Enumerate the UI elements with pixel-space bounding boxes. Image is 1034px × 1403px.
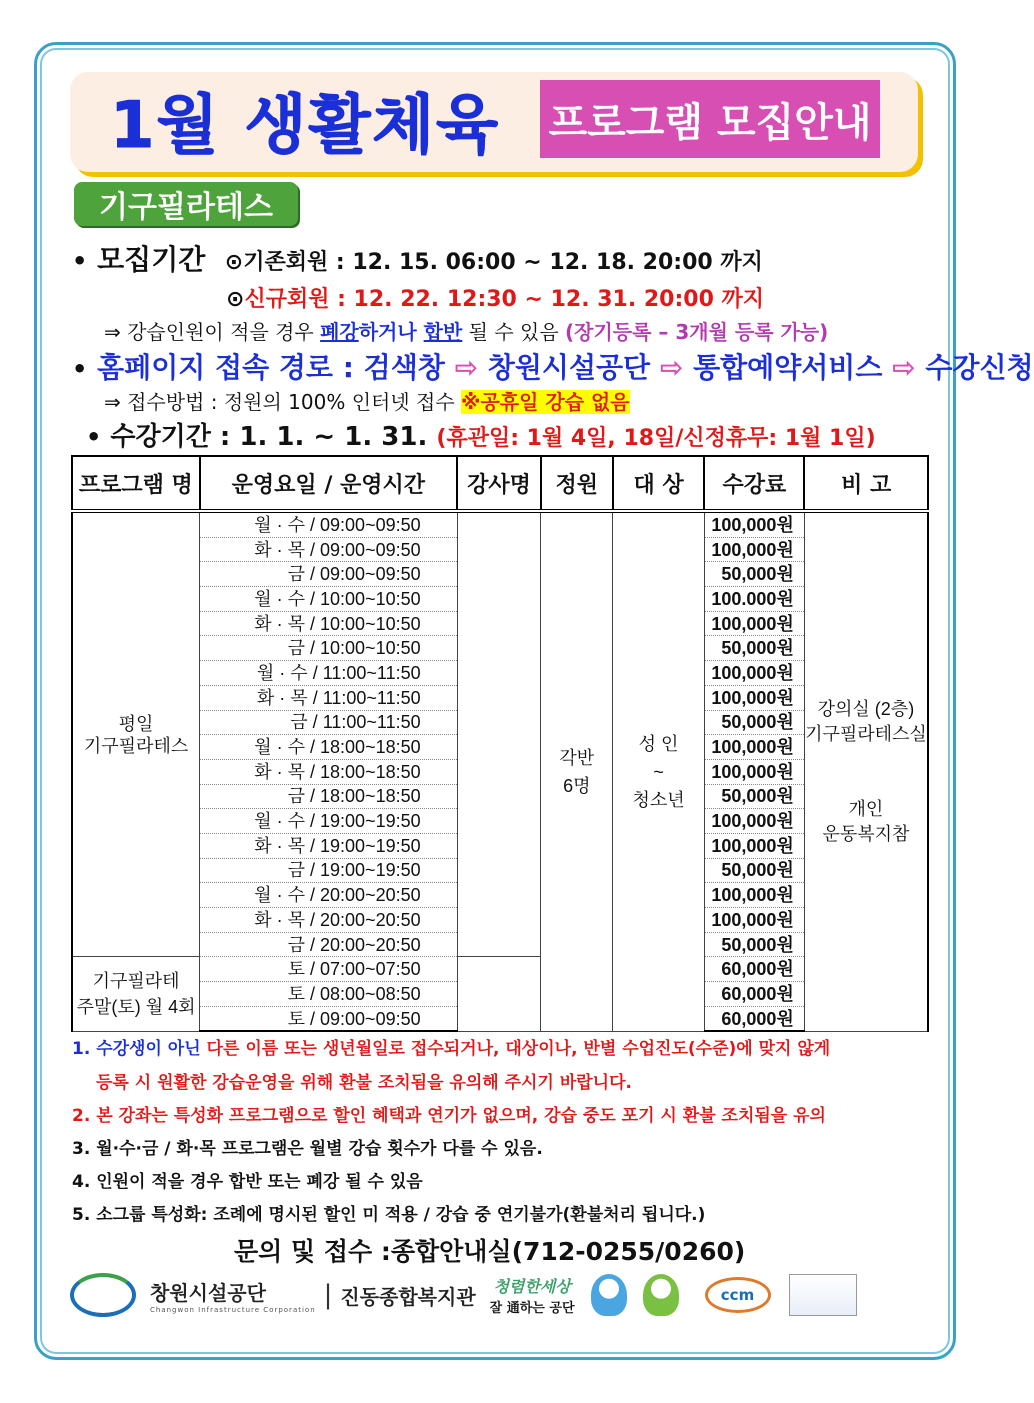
schedule-cell: 월 · 수 / 10:00~10:50 [200,587,458,612]
bullet-icon: • [72,355,88,383]
course-period: 수강기간 : 1. 1. ~ 1. 31. [110,422,437,452]
existing-member-period: 기존회원 : 12. 15. 06:00 ~ 12. 18. 20:00 까지 [243,250,763,275]
slogan-title: 청렴한세상 [493,1277,571,1296]
target-cell [613,511,705,1031]
program-name-weekend [72,957,200,1032]
capacity-cell [541,511,613,1031]
schedule-cell: 금 / 10:00~10:50 [200,636,458,661]
schedule-cell: 토 / 07:00~07:50 [200,957,458,982]
fee-cell: 100,000원 [704,685,804,710]
note-text: 1. 수강생이 아닌 [72,1039,207,1059]
schedule-cell: 금 / 20:00~20:50 [200,932,458,957]
note-text: ⇒ 강습인원이 적을 경우 [104,320,321,344]
note-5: 5. 소그룹 특성화: 조례에 명시된 할인 미 적용 / 강습 중 연기불가(환불처리 됩니다.) [72,1205,706,1225]
fee-cell: 50,000원 [704,858,804,883]
table-header-row [72,456,928,511]
remarks-line: 개인 [848,798,884,819]
target-line: 성 인 [638,733,679,754]
schedule-cell: 월 · 수 / 20:00~20:50 [200,883,458,908]
closed-days: (휴관일: 1월 4일, 18일/신정휴무: 1월 1일) [436,426,876,451]
program-name-line: 주말(토) 월 4회 [76,997,196,1018]
bullet-icon: • [72,247,88,275]
fee-cell: 100,000원 [704,661,804,686]
welfare-center-name: 진동종합복지관 [340,1284,476,1309]
contact-info: 문의 및 접수 :종합안내실(712-0255/0260) [234,1237,746,1266]
schedule-table [71,455,929,1032]
schedule-cell: 토 / 09:00~09:50 [200,1006,458,1031]
mascot-blue-icon [591,1274,627,1316]
new-member-line [226,282,764,313]
fee-cell: 50,000원 [704,932,804,957]
corporation-name [150,1277,316,1314]
table-row [72,511,928,537]
program-name-line: 기구필라테스 [83,735,189,756]
fee-cell: 100,000원 [704,735,804,760]
note-merge: 합반 [423,320,463,344]
recruit-label: 모집기간 [97,243,206,276]
page-subtitle: 프로그램 모집안내 [540,80,880,158]
corporation-logo-icon [70,1273,136,1317]
holiday-notice: ※공휴일 강습 없음 [461,390,630,414]
note-1-cont: 등록 시 원활한 강습운영을 위해 환불 조치됨을 유의해 주시기 바랍니다. [96,1073,632,1093]
footer-divider: | [323,1280,333,1310]
arrow-right-icon: ⇨ [454,351,479,384]
fee-cell: 100,000원 [704,908,804,933]
recruit-period-line [72,238,763,278]
note-long-term: (장기등록 – 3개월 등록 가능) [565,320,829,344]
slogan [490,1274,575,1316]
step-reservation: 통합예약서비스 [693,351,883,384]
fee-cell: 100,000원 [704,611,804,636]
fee-cell: 50,000원 [704,562,804,587]
remarks-line: 기구필라테스실 [805,723,927,744]
fee-cell: 100,000원 [704,511,804,537]
recruit-note [104,316,828,345]
schedule-cell: 금 / 19:00~19:50 [200,858,458,883]
instructor-cell [457,511,541,957]
header-schedule: 운영요일 / 운영시간 [200,456,458,511]
remarks-cell [804,511,928,1031]
note-3: 3. 월·수·금 / 화·목 프로그램은 월별 강습 횟수가 다를 수 있음. [72,1139,543,1159]
circle-marker-icon: ⊙ [224,250,244,275]
capacity-line: 각반 [559,747,595,768]
mascot-green-icon [643,1274,679,1316]
fee-cell: 100,000원 [704,833,804,858]
fee-cell: 50,000원 [704,784,804,809]
note-1 [72,1034,830,1059]
slogan-sub: 잘 通하는 공단 [489,1301,575,1316]
note-2: 2. 본 강좌는 특성화 프로그램으로 할인 혜택과 연기가 없으며, 강습 중도 포기 시 환불 조치됨을 유의 [72,1106,826,1126]
program-name-line: 기구필라테 [92,971,180,992]
header-capacity: 정원 [541,456,613,511]
arrow-right-icon: ⇨ [659,351,684,384]
footer-logos [70,1270,936,1320]
bullet-icon: • [86,423,102,451]
certificate-icon [789,1274,857,1316]
schedule-cell: 월 · 수 / 18:00~18:50 [200,735,458,760]
step-enroll: 수강신청 [925,351,1034,384]
page-title: 1월 생활체육 [110,89,500,163]
step-corporation: 창원시설공단 [487,351,651,384]
instructor-cell [457,957,541,1032]
remarks-line: 운동복지참 [822,823,910,844]
schedule-cell: 화 · 목 / 19:00~19:50 [200,833,458,858]
target-line: ~ [653,761,664,782]
new-member-period: 신규회원 : 12. 22. 12:30 ~ 12. 31. 20:00 까지 [244,287,765,312]
fee-cell: 100,000원 [704,537,804,562]
schedule-cell: 토 / 08:00~08:50 [200,982,458,1007]
header-fee: 수강료 [704,456,804,511]
capacity-line: 6명 [563,775,591,796]
note-text: 하거나 [358,320,424,344]
fee-cell: 100.000원 [704,587,804,612]
schedule-cell: 금 / 09:00~09:50 [200,562,458,587]
homepage-path-line [72,346,1034,386]
header-remarks: 비 고 [804,456,928,511]
fee-cell: 100,000원 [704,883,804,908]
program-name-weekday [72,511,200,957]
circle-marker-icon: ⊙ [226,287,245,312]
homepage-label: 홈페이지 접속 경로 : [97,351,364,384]
note-cancel: 폐강 [320,320,359,344]
step-search: 검색창 [363,351,445,384]
program-name-line: 평일 [118,713,154,734]
note-4: 4. 인원이 적을 경우 합반 또는 폐강 될 수 있음 [72,1172,423,1192]
fee-cell: 50,000원 [704,710,804,735]
note-text: 될 수 있음 [462,320,566,344]
apply-method-line [104,386,630,415]
schedule-cell: 화 · 목 / 09:00~09:50 [200,537,458,562]
header-target: 대 상 [613,456,705,511]
course-period-line [86,416,876,453]
fee-cell: 60,000원 [704,982,804,1007]
arrow-right-icon: ⇨ [892,351,916,384]
ccm-logo-icon: ccm [705,1277,771,1313]
schedule-cell: 금 / 11:00~11:50 [200,710,458,735]
fee-cell: 60,000원 [704,1006,804,1031]
schedule-cell: 월 · 수 / 11:00~11:50 [200,661,458,686]
schedule-cell: 월 · 수 / 09:00~09:50 [200,511,458,537]
fee-cell: 50,000원 [704,636,804,661]
fee-cell: 100,000원 [704,759,804,784]
schedule-cell: 월 · 수 / 19:00~19:50 [200,809,458,834]
fee-cell: 60,000원 [704,957,804,982]
header-program: 프로그램 명 [72,456,200,511]
header-instructor: 강사명 [457,456,541,511]
corporation-name-ko: 창원시설공단 [150,1280,266,1305]
program-tag: 기구필라테스 [74,182,298,226]
schedule-cell: 화 · 목 / 11:00~11:50 [200,685,458,710]
remarks-line: 강의실 (2층) [817,698,915,719]
schedule-cell: 화 · 목 / 20:00~20:50 [200,908,458,933]
target-line: 청소년 [632,789,685,810]
schedule-cell: 금 / 18:00~18:50 [200,784,458,809]
apply-method: ⇒ 접수방법 : 정원의 100% 인터넷 접수 [104,390,462,414]
schedule-cell: 화 · 목 / 18:00~18:50 [200,759,458,784]
schedule-cell: 화 · 목 / 10:00~10:50 [200,611,458,636]
note-text: 다른 이름 또는 생년월일로 접수되거나, 대상이나, 반별 수업진도(수준)에 맞지 않게 [206,1039,831,1059]
table-row [72,957,928,982]
fee-cell: 100,000원 [704,809,804,834]
corporation-name-en: Changwon Infrastructure Corporation [150,1305,316,1314]
